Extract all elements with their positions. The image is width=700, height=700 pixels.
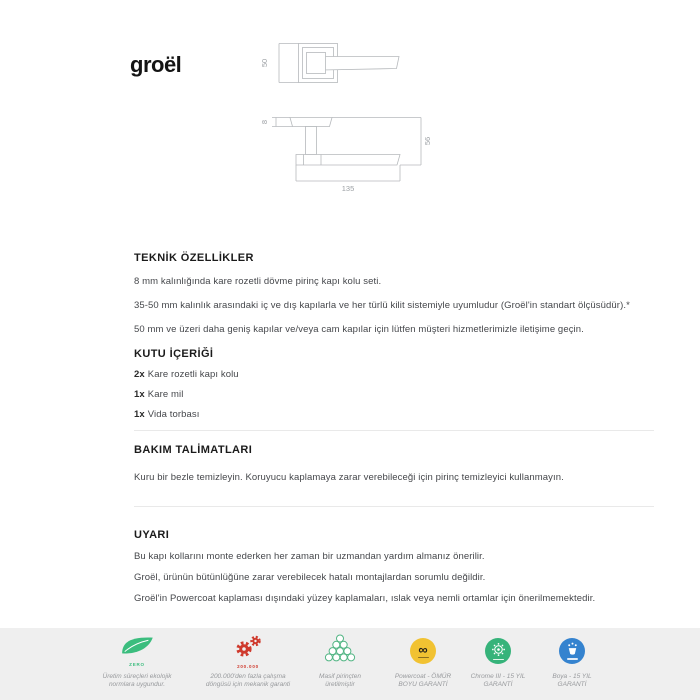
box-content-item	[134, 389, 694, 401]
side-view	[260, 118, 432, 194]
technical-paragraph: 8 mm kalınlığında kare rozetli dövme pirinç kapı kolu seti.	[134, 276, 382, 287]
warning-paragraph: Groël'in Powercoat kaplaması dışındaki yüzey kaplamaları, ıslak veya nemli ortamlar için önerilmemektedir.	[134, 593, 596, 604]
badge-text-band	[418, 657, 429, 659]
badge-eco	[77, 633, 197, 689]
section-heading-technical: TEKNİK ÖZELLİKLER	[134, 252, 254, 264]
section-heading-care: BAKIM TALİMATLARI	[134, 444, 253, 456]
badge-caption: Chrome III - 15 YIL GARANTİ	[470, 673, 526, 688]
gears-icon-label: 200.000	[237, 663, 259, 669]
warning-paragraph: Bu kapı kollarını monte ederken her zaman bir uzmandan yardım almanız önerilir.	[134, 551, 485, 562]
chrome-badge-icon	[485, 638, 511, 664]
badge-caption: Masif pirinçten üretilmiştir	[319, 673, 361, 688]
infinity-symbol: ∞	[418, 641, 428, 657]
badge-caption: Boya - 15 YIL GARANTİ	[552, 673, 592, 688]
divider	[134, 506, 654, 507]
technical-drawing	[250, 30, 450, 200]
box-content-item	[134, 369, 694, 381]
badge-caption: Üretim süreçleri ekolojik normlara uygundur.	[102, 673, 172, 688]
dimension-label-135: 135	[341, 184, 355, 193]
brass-pyramid-icon	[324, 634, 356, 668]
item-quantity: 2x	[134, 369, 145, 380]
dimension-label-50: 50	[260, 58, 269, 68]
item-label: Kare mil	[147, 389, 184, 400]
infinity-badge-icon	[410, 638, 436, 664]
item-label: Vida torbası	[147, 409, 200, 420]
front-view	[260, 44, 399, 83]
badge-text-band	[567, 658, 578, 660]
badge-text-band	[493, 659, 504, 661]
paint-badge-icon	[559, 638, 585, 664]
gears-icon	[233, 634, 263, 663]
spec-content	[134, 246, 694, 605]
badge-paint-warranty	[512, 633, 632, 689]
badge-caption: 200.000'den fazla çalışma döngüsü için mekanik garanti	[205, 673, 291, 688]
warning-paragraph: Groël, ürünün bütünlüğüne zarar verebilecek hatalı montajlardan sorumlu değildir.	[134, 572, 486, 583]
leaf-icon-label: ZERO	[129, 662, 145, 667]
section-heading-warning: UYARI	[134, 529, 170, 541]
leaf-icon	[118, 635, 156, 661]
item-quantity: 1x	[134, 409, 145, 420]
item-label: Kare rozetli kapı kolu	[147, 369, 239, 380]
dimension-label-8: 8	[260, 119, 269, 125]
section-heading-box-contents: KUTU İÇERİĞİ	[134, 348, 214, 360]
care-paragraph: Kuru bir bezle temizleyin. Koruyucu kaplamaya zarar verebileceği için pirinç temizleyici kullanmayın.	[134, 472, 564, 483]
divider	[134, 430, 654, 431]
dimension-label-56: 56	[423, 136, 432, 146]
box-content-item	[134, 409, 694, 421]
technical-paragraph: 35-50 mm kalınlık arasındaki iç ve dış kapılarla ve her türlü kilit sistemiyle uyumludur (Groël'in standart ölçüsüdür).*	[134, 300, 630, 311]
item-quantity: 1x	[134, 389, 145, 400]
technical-paragraph: 50 mm ve üzeri daha geniş kapılar ve/veya cam kapılar için lütfen müşteri hizmetlerimizle iletişime geçin.	[134, 324, 584, 335]
brand-logo: groël	[130, 52, 182, 77]
certification-footer	[0, 628, 700, 700]
badge-caption: Powercoat - ÖMÜR BOYU GARANTİ	[394, 673, 452, 688]
